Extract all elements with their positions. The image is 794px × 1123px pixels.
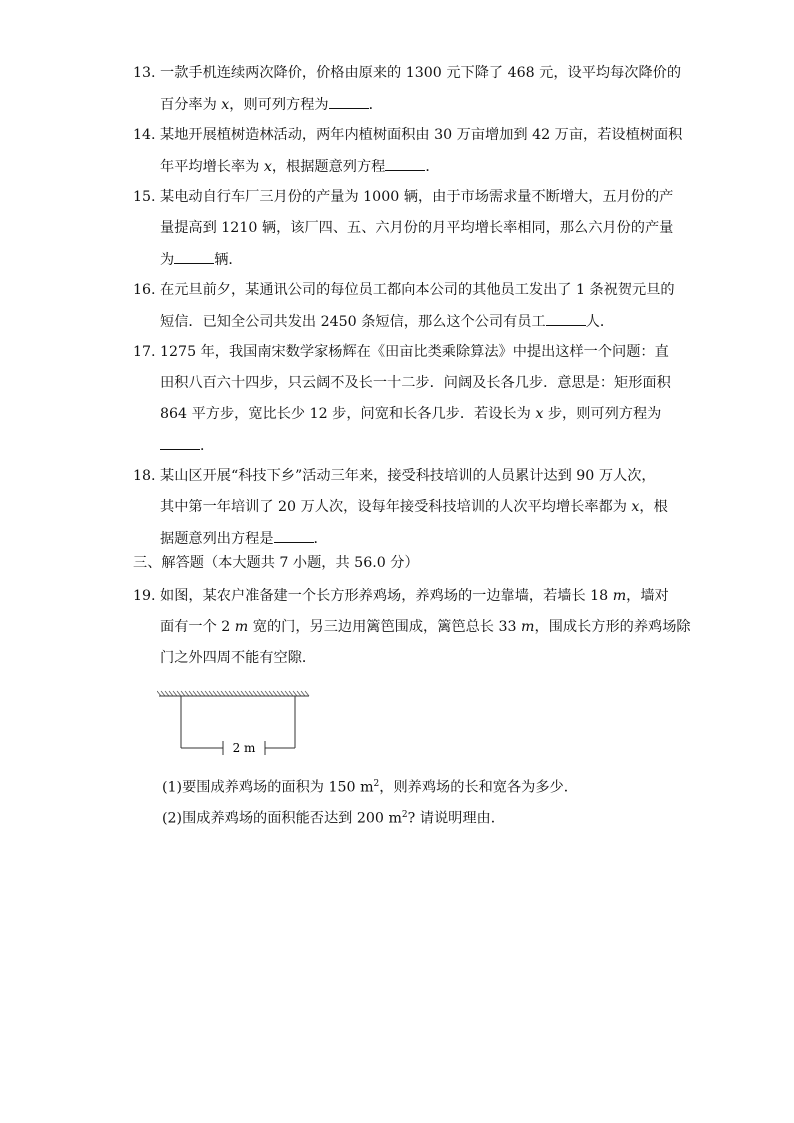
question-text	[160, 63, 681, 83]
hatch-mark	[201, 691, 205, 696]
question-number: 19.	[133, 588, 156, 604]
variable-x: x	[535, 406, 544, 422]
wall-hatching	[157, 691, 309, 696]
hatch-mark	[237, 691, 241, 696]
text-segment: 短信．已知全公司共发出 2450 条短信，那么这个公司有员工	[160, 314, 546, 330]
hatch-mark	[209, 691, 213, 696]
hatch-mark	[253, 691, 257, 696]
section-title: 三、解答题（本大题共 7 小题，共 56.0 分）	[133, 555, 419, 571]
text-segment: ．	[200, 438, 215, 454]
hatch-mark	[301, 691, 305, 696]
hatch-mark	[273, 691, 277, 696]
text-segment: 百分率为	[160, 97, 222, 113]
hatch-mark	[173, 691, 177, 696]
text-segment: 为	[160, 252, 175, 268]
text-segment: (2)围成养鸡场的面积能否达到 200 m	[162, 810, 402, 827]
hatch-mark	[289, 691, 293, 696]
hatch-mark	[257, 691, 261, 696]
text-segment: 某山区开展“科技下乡”活动三年来，接受科技培训的人员累计达到 90 万人次，	[160, 468, 656, 484]
hatch-mark	[233, 691, 237, 696]
question-text	[160, 187, 673, 207]
sub-question-text	[162, 774, 578, 798]
chicken-farm-figure	[157, 688, 317, 758]
text-segment: 其中第一年培训了 20 万人次，设每年接受科技培训的人次平均增长率都为	[160, 499, 632, 515]
hatch-mark	[225, 691, 229, 696]
answer-blank[interactable]	[385, 156, 425, 171]
question-text	[160, 94, 383, 115]
hatch-mark	[277, 691, 281, 696]
text-segment: 田积八百六十四步，只云阔不及长一十二步．问阔及长各几步．意思是：矩形面积	[160, 375, 671, 391]
hatch-mark	[293, 691, 297, 696]
text-segment: ，根据题意列方程	[271, 159, 386, 175]
text-segment: ，根	[639, 499, 668, 515]
text-segment: 1275 年，我国南宋数学家杨辉在《田亩比类乘除算法》中提出这样一个问题：直	[160, 344, 669, 360]
question-text	[160, 218, 673, 238]
question-text	[160, 648, 316, 668]
answer-blank[interactable]	[160, 435, 200, 450]
hatch-mark	[157, 691, 161, 696]
question-text	[160, 156, 440, 177]
hatch-mark	[185, 691, 189, 696]
text-segment: ，墙对	[626, 588, 669, 604]
hatch-mark	[165, 691, 169, 696]
question-number: 18.	[133, 468, 156, 484]
hatch-mark	[177, 691, 181, 696]
answer-blank[interactable]	[329, 94, 369, 109]
text-segment: ．	[313, 531, 328, 547]
text-segment: ，则养鸡场的长和宽各为多少．	[379, 779, 578, 796]
text-segment: 辆．	[214, 252, 243, 268]
text-segment: 宽的门，另三边用篱笆围成，篱笆总长 33	[248, 619, 522, 635]
text-segment: ? 请说明理由．	[407, 810, 505, 827]
hatch-mark	[181, 691, 185, 696]
hatch-mark	[241, 691, 245, 696]
variable-x: x	[263, 159, 272, 175]
hatch-mark	[221, 691, 225, 696]
unit-m: m	[521, 619, 535, 635]
question-text	[160, 435, 214, 456]
question-number: 14.	[133, 127, 156, 143]
text-segment: ．	[368, 97, 383, 113]
hatch-mark	[249, 691, 253, 696]
text-segment: ，则可列方程为	[229, 97, 329, 113]
question-text	[160, 342, 669, 362]
question-number: 15.	[133, 189, 156, 205]
question-number: 13.	[133, 65, 156, 81]
door-width-label: 2 m	[232, 741, 256, 755]
unit-m: m	[234, 619, 249, 635]
hatch-mark	[269, 691, 273, 696]
hatch-mark	[305, 691, 309, 696]
question-number: 17.	[133, 344, 156, 360]
question-text	[160, 404, 661, 424]
question-text	[160, 586, 669, 606]
question-text	[160, 617, 691, 637]
text-segment: 864 平方步，宽比长少 12 步，问宽和长各几步．若设长为	[160, 406, 536, 422]
variable-x: x	[221, 97, 230, 113]
question-text	[160, 280, 675, 300]
hatch-mark	[189, 691, 193, 696]
question-number: 16.	[133, 282, 156, 298]
text-segment: 一款手机连续两次降价，价格由原来的 1300 元下降了 468 元，设平均每次降价的	[160, 65, 682, 81]
answer-blank[interactable]	[546, 311, 586, 326]
question-text	[160, 497, 668, 517]
hatch-mark	[169, 691, 173, 696]
variable-x: x	[631, 499, 640, 515]
sub-question-text	[162, 805, 505, 829]
hatch-mark	[161, 691, 165, 696]
text-segment: 某电动自行车厂三月份的产量为 1000 辆，由于市场需求量不断增大，五月份的产	[160, 189, 674, 205]
text-segment: 步，则可列方程为	[543, 406, 662, 422]
hatch-mark	[229, 691, 233, 696]
text-segment: ，围成长方形的养鸡场除	[534, 619, 691, 635]
text-segment: 面有一个 2	[160, 619, 235, 635]
hatch-mark	[285, 691, 289, 696]
square-exponent: 2	[401, 810, 408, 820]
hatch-mark	[245, 691, 249, 696]
text-segment: 门之外四周不能有空隙．	[160, 650, 317, 666]
text-segment: (1)要围成养鸡场的面积为 150 m	[162, 779, 374, 796]
question-text	[160, 528, 328, 549]
question-text	[160, 373, 671, 393]
square-exponent: 2	[373, 779, 380, 789]
hatch-mark	[217, 691, 221, 696]
hatch-mark	[213, 691, 217, 696]
text-segment: 量提高到 1210 辆，该厂四、五、六月份的月平均增长率相同，那么六月份的产量	[160, 220, 674, 236]
text-segment: 人．	[585, 314, 615, 330]
unit-m: m	[612, 588, 627, 604]
question-text	[160, 125, 682, 145]
hatch-mark	[281, 691, 285, 696]
text-segment: 某地开展植树造林活动，两年内植树面积由 30 万亩增加到 42 万亩，若设植树面积	[160, 127, 683, 143]
hatch-mark	[265, 691, 269, 696]
hatch-mark	[297, 691, 301, 696]
hatch-mark	[193, 691, 197, 696]
text-segment: 据题意列出方程是	[160, 531, 274, 547]
question-text	[160, 249, 243, 270]
hatch-mark	[261, 691, 265, 696]
hatch-mark	[197, 691, 201, 696]
text-segment: 如图，某农户准备建一个长方形养鸡场，养鸡场的一边靠墙，若墙长 18	[160, 588, 613, 604]
answer-blank[interactable]	[174, 249, 214, 264]
answer-blank[interactable]	[274, 528, 314, 543]
text-segment: 在元旦前夕，某通讯公司的每位员工都向本公司的其他员工发出了 1 条祝贺元旦的	[160, 282, 675, 298]
question-text	[160, 466, 656, 486]
text-segment: ．	[425, 159, 440, 175]
text-segment: 年平均增长率为	[160, 159, 264, 175]
hatch-mark	[205, 691, 209, 696]
question-text	[160, 311, 614, 332]
